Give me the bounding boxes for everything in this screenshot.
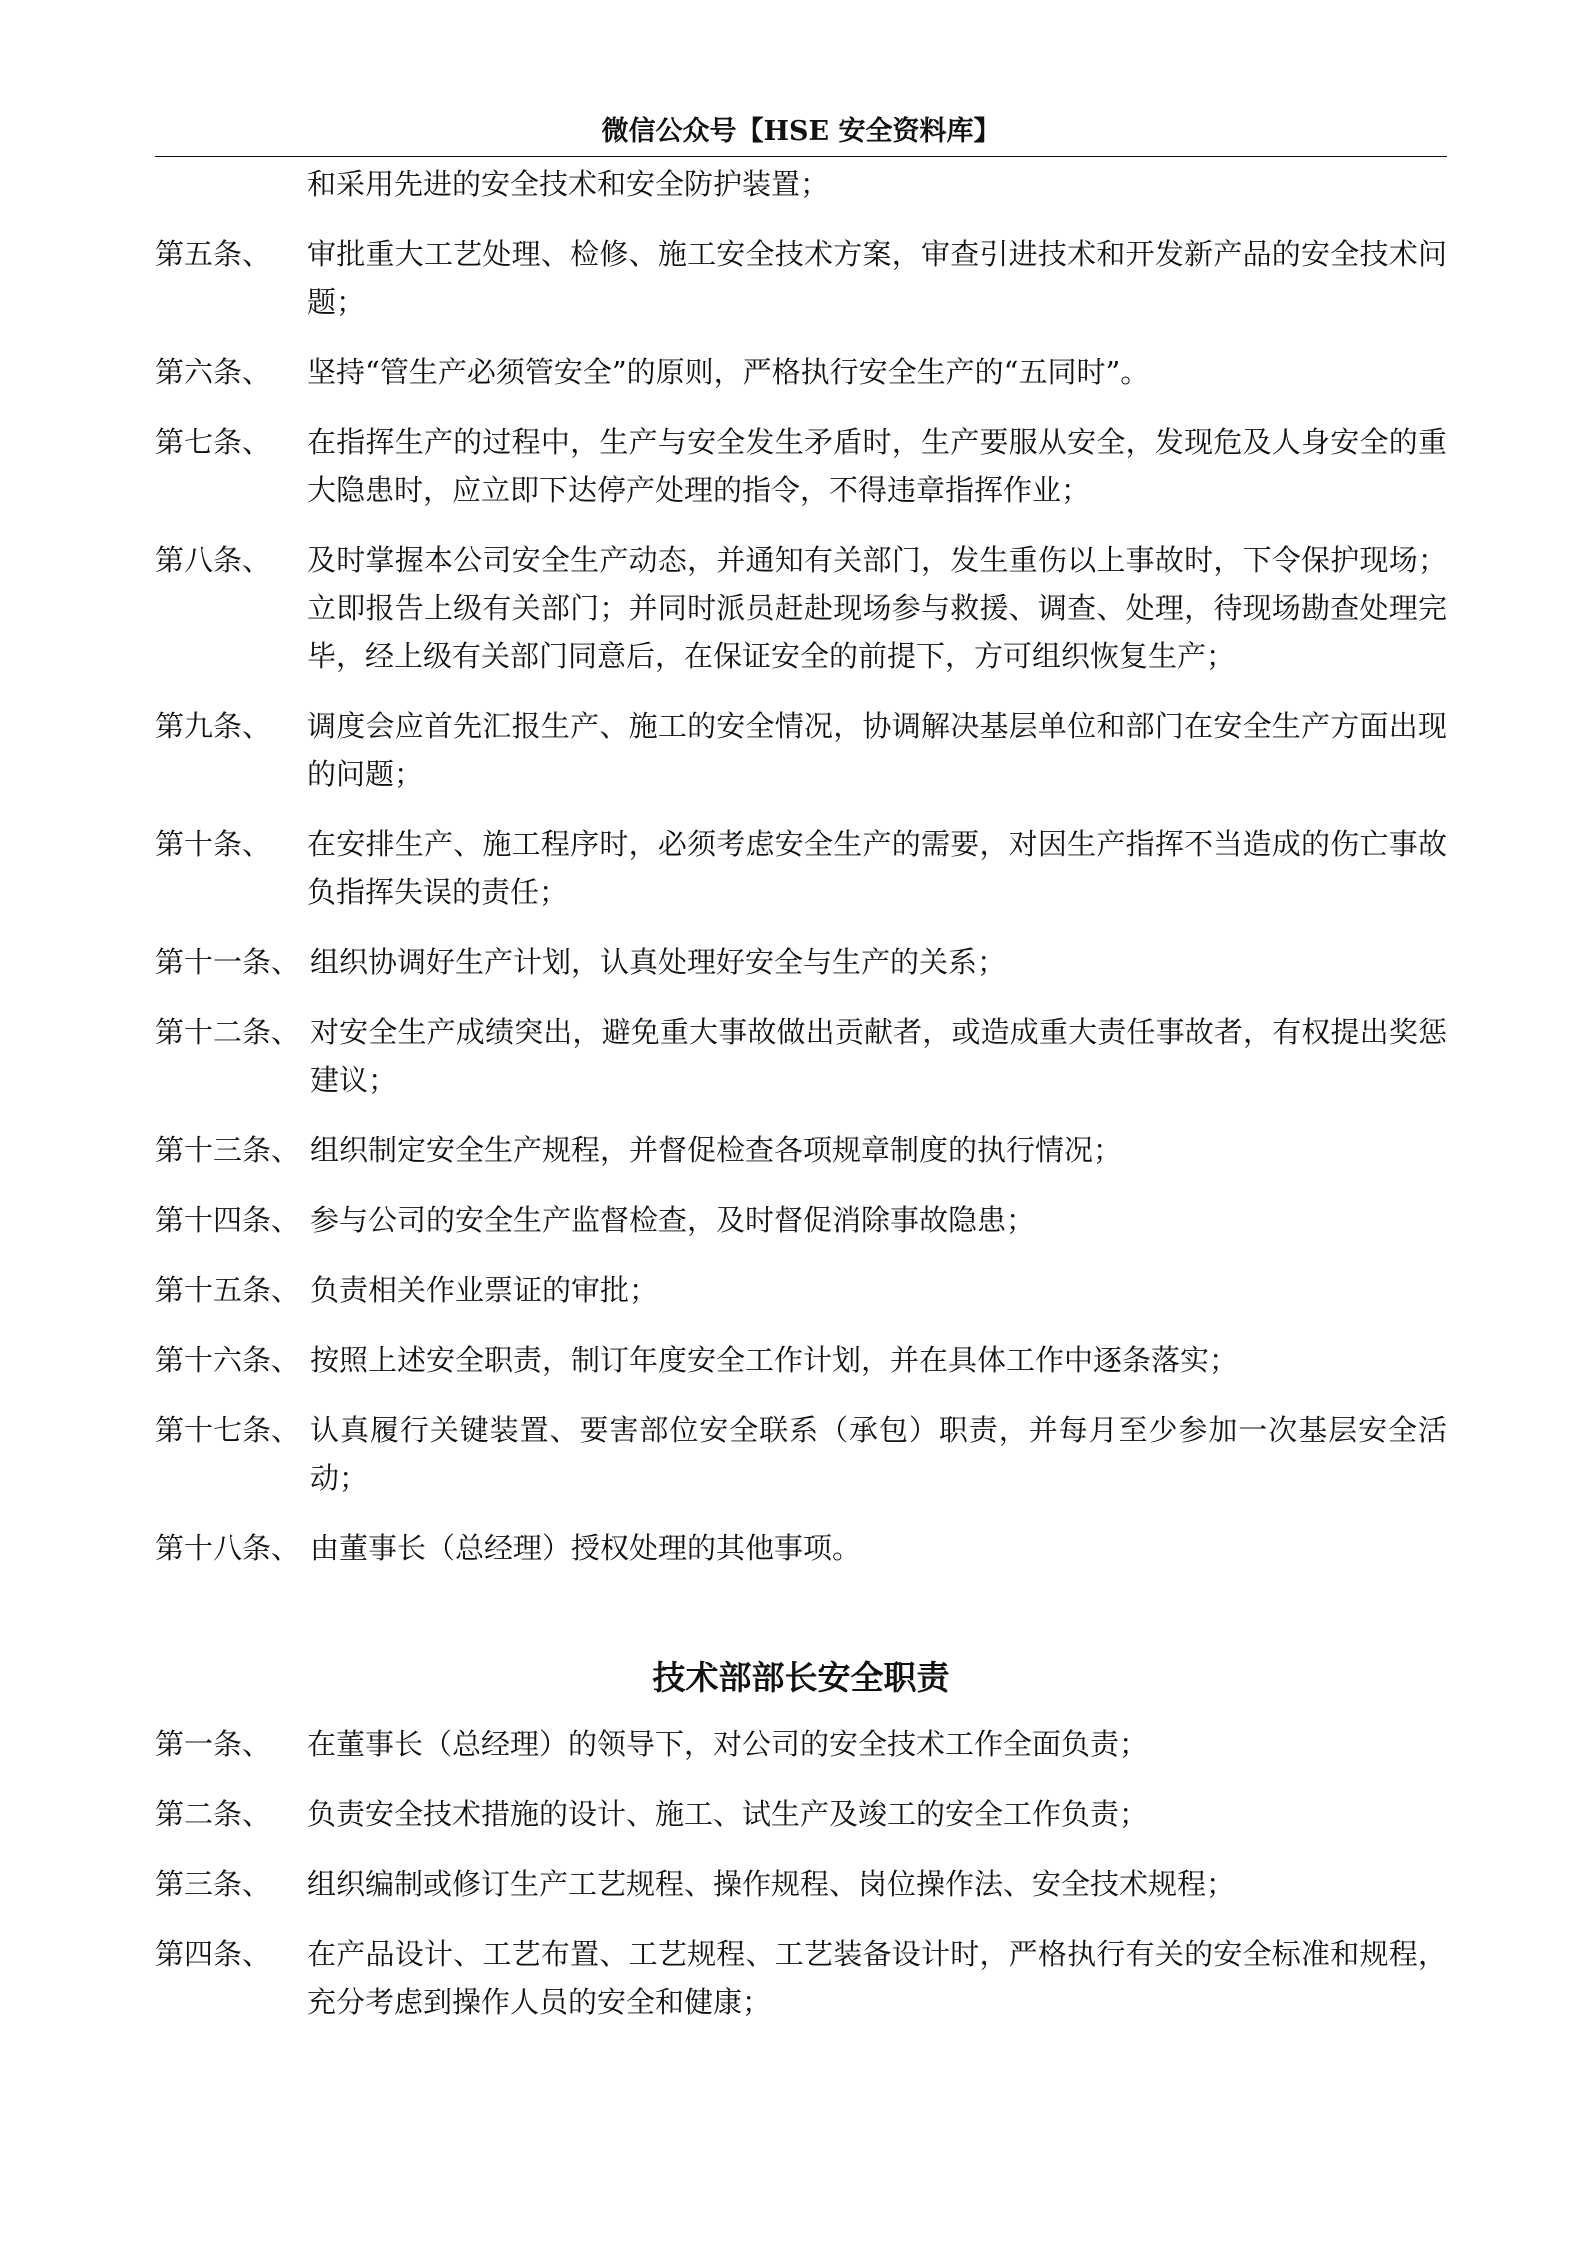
clause-number: 第十三条、 xyxy=(155,1133,301,1167)
document-body xyxy=(155,160,1447,2048)
clause-text: 组织编制或修订生产工艺规程、操作规程、岗位操作法、安全技术规程； xyxy=(307,1867,1236,1901)
clause-number: 第十八条、 xyxy=(155,1531,301,1565)
clause-3 xyxy=(155,1860,1447,1908)
clause-text: 在安排生产、施工程序时，必须考虑安全生产的需要，对因生产指挥不当造成的伤亡事故负指挥失误的责任； xyxy=(307,827,1447,909)
clause-text: 调度会应首先汇报生产、施工的安全情况，协调解决基层单位和部门在安全生产方面出现的问题； xyxy=(307,709,1447,791)
clause-7 xyxy=(155,418,1447,514)
clause-text: 审批重大工艺处理、检修、施工安全技术方案，审查引进技术和开发新产品的安全技术问题； xyxy=(307,237,1447,319)
clause-text: 在董事长（总经理）的领导下，对公司的安全技术工作全面负责； xyxy=(307,1727,1149,1761)
clause-16 xyxy=(155,1336,1447,1384)
clause-number: 第十四条、 xyxy=(155,1203,301,1237)
clause-14 xyxy=(155,1196,1447,1244)
page-header: 微信公众号【HSE 安全资料库】 xyxy=(601,116,1001,147)
clause-number: 第十六条、 xyxy=(155,1343,301,1377)
clause-number: 第八条、 xyxy=(155,543,272,577)
clause-15 xyxy=(155,1266,1447,1314)
clause-10 xyxy=(155,820,1447,916)
clause-continuation xyxy=(155,160,1447,208)
clause-number: 第三条、 xyxy=(155,1867,272,1901)
clause-number: 第六条、 xyxy=(155,355,272,389)
section-title: 技术部部长安全职责 xyxy=(652,1658,950,1697)
clause-13 xyxy=(155,1126,1447,1174)
clause-9 xyxy=(155,702,1447,798)
clause-number: 第七条、 xyxy=(155,425,272,459)
clause-11 xyxy=(155,938,1447,986)
header-divider xyxy=(155,156,1447,157)
clause-number: 第二条、 xyxy=(155,1797,272,1831)
clause-text: 及时掌握本公司安全生产动态，并通知有关部门，发生重伤以上事故时，下令保护现场；立即报告上级有关部门；并同时派员赶赴现场参与救援、调查、处理，待现场勘查处理完毕，经上级有关部门同意后，在保证安全的前提下，方可组织恢复生产； xyxy=(307,543,1447,673)
clause-text: 和采用先进的安全技术和安全防护装置； xyxy=(307,167,830,201)
clause-2 xyxy=(155,1790,1447,1838)
clause-4 xyxy=(155,1930,1447,2026)
clause-text: 负责相关作业票证的审批； xyxy=(310,1273,659,1307)
clause-6 xyxy=(155,348,1447,396)
clause-number: 第十一条、 xyxy=(155,945,301,979)
clause-number: 第十二条、 xyxy=(155,1015,301,1049)
clause-number: 第一条、 xyxy=(155,1727,272,1761)
clause-text: 组织制定安全生产规程，并督促检查各项规章制度的执行情况； xyxy=(310,1133,1123,1167)
clause-1 xyxy=(155,1720,1447,1768)
clause-text: 对安全生产成绩突出，避免重大事故做出贡献者，或造成重大责任事故者，有权提出奖惩建议； xyxy=(310,1015,1447,1097)
clause-number: 第十五条、 xyxy=(155,1273,301,1307)
clause-8 xyxy=(155,536,1447,680)
clause-number: 第十条、 xyxy=(155,827,272,861)
clause-5 xyxy=(155,230,1447,326)
clause-number: 第九条、 xyxy=(155,709,272,743)
clause-17 xyxy=(155,1406,1447,1502)
clause-text: 坚持“管生产必须管安全”的原则，严格执行安全生产的“五同时”。 xyxy=(307,355,1150,389)
clause-text: 负责安全技术措施的设计、施工、试生产及竣工的安全工作负责； xyxy=(307,1797,1149,1831)
clause-12 xyxy=(155,1008,1447,1104)
clause-text: 在指挥生产的过程中，生产与安全发生矛盾时，生产要服从安全，发现危及人身安全的重大隐患时，应立即下达停产处理的指令，不得违章指挥作业； xyxy=(307,425,1447,507)
clause-text: 认真履行关键装置、要害部位安全联系（承包）职责，并每月至少参加一次基层安全活动； xyxy=(310,1413,1447,1495)
clause-text: 组织协调好生产计划，认真处理好安全与生产的关系； xyxy=(310,945,1007,979)
clause-number: 第五条、 xyxy=(155,237,272,271)
clause-number: 第十七条、 xyxy=(155,1413,301,1447)
clause-text: 在产品设计、工艺布置、工艺规程、工艺装备设计时，严格执行有关的安全标准和规程，充分考虑到操作人员的安全和健康； xyxy=(307,1937,1447,2019)
clause-text: 按照上述安全职责，制订年度安全工作计划，并在具体工作中逐条落实； xyxy=(310,1343,1239,1377)
clause-text: 由董事长（总经理）授权处理的其他事项。 xyxy=(310,1531,862,1565)
clause-number: 第四条、 xyxy=(155,1937,272,1971)
clause-text: 参与公司的安全生产监督检查，及时督促消除事故隐患； xyxy=(310,1203,1036,1237)
clause-18 xyxy=(155,1524,1447,1572)
